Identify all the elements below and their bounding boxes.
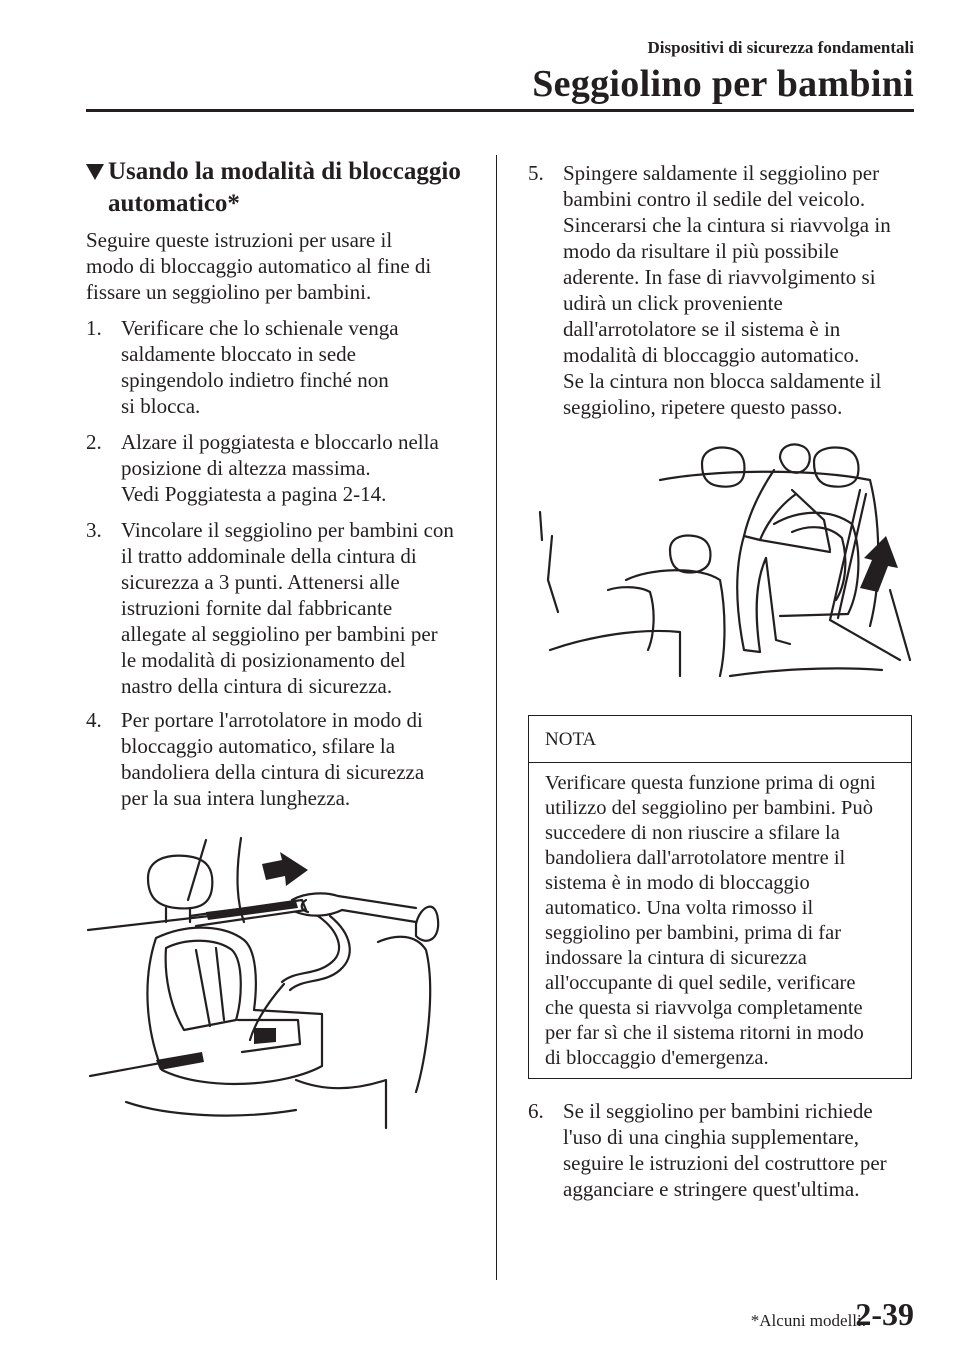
- text-line: agganciare e stringere quest'ultima.: [563, 1177, 860, 1201]
- text-line: seggiolino, ripetere questo passo.: [563, 395, 843, 419]
- note-header: [529, 716, 911, 763]
- footnote: *Alcuni modelli.: [750, 1311, 866, 1330]
- text-line: Spingere saldamente il seggiolino per: [563, 161, 880, 185]
- page-title: Seggiolino per bambini: [532, 63, 914, 105]
- step-5: [528, 160, 918, 420]
- step-2: [86, 429, 478, 507]
- seat-pressing-illustration: [530, 440, 914, 680]
- text-line: Se il seggiolino per bambini richiede: [563, 1099, 873, 1123]
- text-line: Seguire queste istruzioni per usare il: [86, 228, 393, 252]
- note-box: [528, 715, 912, 1079]
- column-divider: [496, 155, 497, 1280]
- note-body: [545, 771, 905, 1071]
- text-line: modalità di bloccaggio automatico.: [563, 343, 860, 367]
- text-line: seguire le istruzioni del costruttore per: [563, 1151, 887, 1175]
- step-number: 6.: [528, 1099, 544, 1123]
- text-line: Vincolare il seggiolino per bambini con: [121, 518, 454, 542]
- text-line: istruzioni fornite dal fabbricante: [121, 596, 393, 620]
- triangle-down-icon: [86, 164, 104, 180]
- text-line: dall'arrotolatore se il sistema è in: [563, 317, 841, 341]
- section-label: Dispositivi di sicurezza fondamentali: [647, 38, 914, 57]
- step-number: 5.: [528, 161, 544, 185]
- text-line: Se la cintura non blocca saldamente il: [563, 369, 882, 393]
- text-line: le modalità di posizionamento del: [121, 648, 406, 672]
- text-line: bandoliera dall'arrotolatore mentre il: [545, 847, 846, 869]
- page-number: 2-39: [855, 1296, 914, 1332]
- header-rule: [86, 109, 914, 112]
- step-number: 1.: [86, 316, 102, 340]
- step-6: [528, 1098, 918, 1202]
- text-line: automatico. Una volta rimosso il: [545, 897, 814, 919]
- text-line: all'occupante di quel sedile, verificare: [545, 972, 856, 994]
- step-number: 3.: [86, 518, 102, 542]
- text-line: fissare un seggiolino per bambini.: [86, 280, 372, 304]
- text-line: si blocca.: [121, 394, 201, 418]
- intro-paragraph: [86, 227, 478, 305]
- text-line: seggiolino per bambini, prima di far: [545, 922, 842, 944]
- step-number: 4.: [86, 708, 102, 732]
- text-line: Verificare che lo schienale venga: [121, 316, 399, 340]
- text-line: modo da risultare il più possibile: [563, 239, 839, 263]
- heading-line-1: Usando la modalità di bloccaggio: [108, 158, 461, 185]
- text-line: bandoliera della cintura di sicurezza: [121, 760, 425, 784]
- text-line: utilizzo del seggiolino per bambini. Può: [545, 797, 873, 819]
- text-line: modo di bloccaggio automatico al fine di: [86, 254, 432, 278]
- text-line: succedere di non riuscire a sfilare la: [545, 822, 840, 844]
- text-line: sistema è in modo di bloccaggio: [545, 872, 810, 894]
- text-line: sicurezza a 3 punti. Attenersi alle: [121, 570, 400, 594]
- text-line: spingendolo indietro finché non: [121, 368, 389, 392]
- text-line: Verificare questa funzione prima di ogni: [545, 772, 876, 794]
- step-4: [86, 707, 478, 811]
- text-line: il tratto addominale della cintura di: [121, 544, 417, 568]
- text-line: per la sua intera lunghezza.: [121, 786, 351, 810]
- step-3: [86, 517, 478, 699]
- belt-extension-illustration: [86, 830, 482, 1130]
- note-title: NOTA: [545, 729, 597, 750]
- text-line: allegate al seggiolino per bambini per: [121, 622, 438, 646]
- text-line: aderente. In fase di riavvolgimento si: [563, 265, 876, 289]
- step-number: 2.: [86, 430, 102, 454]
- text-line: di bloccaggio d'emergenza.: [545, 1047, 769, 1069]
- text-line: l'uso di una cinghia supplementare,: [563, 1125, 859, 1149]
- text-line: bloccaggio automatico, sfilare la: [121, 734, 396, 758]
- text-line: per far sì che il sistema ritorni in modo: [545, 1022, 864, 1044]
- text-line: saldamente bloccato in sede: [121, 342, 356, 366]
- text-line: udirà un click proveniente: [563, 291, 783, 315]
- text-line: nastro della cintura di sicurezza.: [121, 674, 393, 698]
- section-heading: [86, 156, 478, 220]
- text-line: Sincerarsi che la cintura si riavvolga in: [563, 213, 891, 237]
- text-line: indossare la cintura di sicurezza: [545, 947, 807, 969]
- text-line: bambini contro il sedile del veicolo.: [563, 187, 866, 211]
- text-line: Alzare il poggiatesta e bloccarlo nella: [121, 430, 439, 454]
- text-line: Vedi Poggiatesta a pagina 2-14.: [121, 482, 387, 506]
- text-line: posizione di altezza massima.: [121, 456, 371, 480]
- text-line: Per portare l'arrotolatore in modo di: [121, 708, 423, 732]
- heading-line-2: automatico*: [108, 190, 240, 217]
- step-1: [86, 315, 478, 419]
- text-line: che questa si riavvolga completamente: [545, 997, 863, 1019]
